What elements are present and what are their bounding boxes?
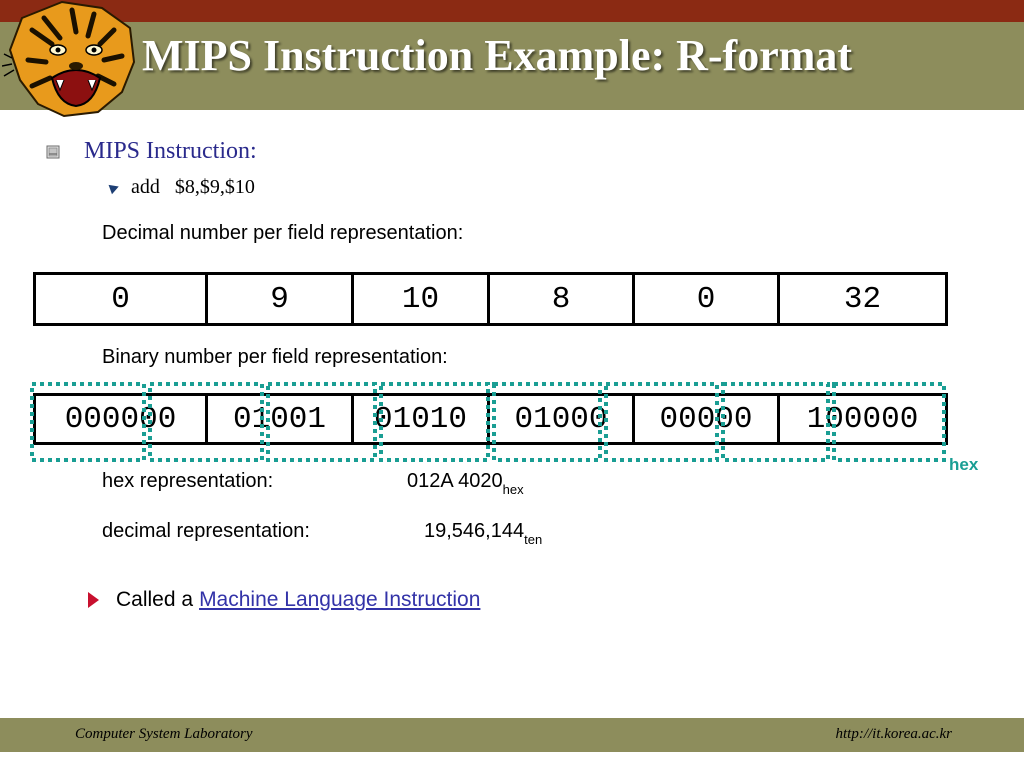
binary-fields-label: Binary number per field representation: [102,346,448,368]
footer-band [0,718,1024,752]
binary-cell-funct: 100000 [806,401,919,437]
machine-language-instruction-link[interactable]: Machine Language Instruction [199,588,481,611]
decimal-field-table [33,272,948,326]
bullet-level2-text: add $8,$9,$10 [131,176,255,198]
called-prefix-text: Called a [116,588,194,611]
footer-url: http://it.korea.ac.kr [835,726,952,742]
decimal-representation-row [102,520,543,547]
page-title: MIPS Instruction Example: R-format [142,31,853,80]
field-cell-shamt: 0 [635,275,780,323]
called-bullet [88,588,480,612]
decimal-representation-subscript: ten [524,532,543,547]
hex-representation-subscript: hex [502,482,524,497]
decimal-fields-label: Decimal number per field representation: [102,222,464,244]
binary-cell-rt: 01010 [354,396,490,442]
binary-cell-rd: 01000 [490,396,635,442]
hex-representation-value: 012A 4020 [407,470,503,492]
document-bullet-icon [46,145,60,159]
bullet-level1-text: MIPS Instruction: [84,138,257,164]
footer-lab-name: Computer System Laboratory [75,726,253,742]
header-top-bar [0,0,1024,22]
decimal-representation-value-group [424,520,543,547]
binary-field-table [33,393,948,445]
arrow-bullet-icon [109,181,121,193]
hex-representation-label: hex representation: [102,470,274,492]
red-arrow-bullet-icon [88,592,99,608]
binary-cell-rs: 01001 [208,396,354,442]
field-cell-op: 0 [36,275,208,323]
bullet-add-instruction [110,176,255,199]
hex-representation-row [102,470,524,497]
decimal-representation-value: 19,546,144 [424,520,525,542]
hex-representation-value-group [407,470,524,497]
bullet-mips-instruction [46,138,257,165]
binary-cell-shamt: 00000 [635,396,780,442]
decimal-representation-label: decimal representation: [102,520,310,542]
nibble-group-label: hex [949,455,979,474]
field-cell-rs: 9 [208,275,354,323]
field-cell-rd: 8 [490,275,635,323]
binary-cell-op: 000000 [36,396,208,442]
field-cell-rt: 10 [354,275,490,323]
field-cell-funct: 32 [843,281,882,317]
tiger-head-icon [2,0,144,118]
